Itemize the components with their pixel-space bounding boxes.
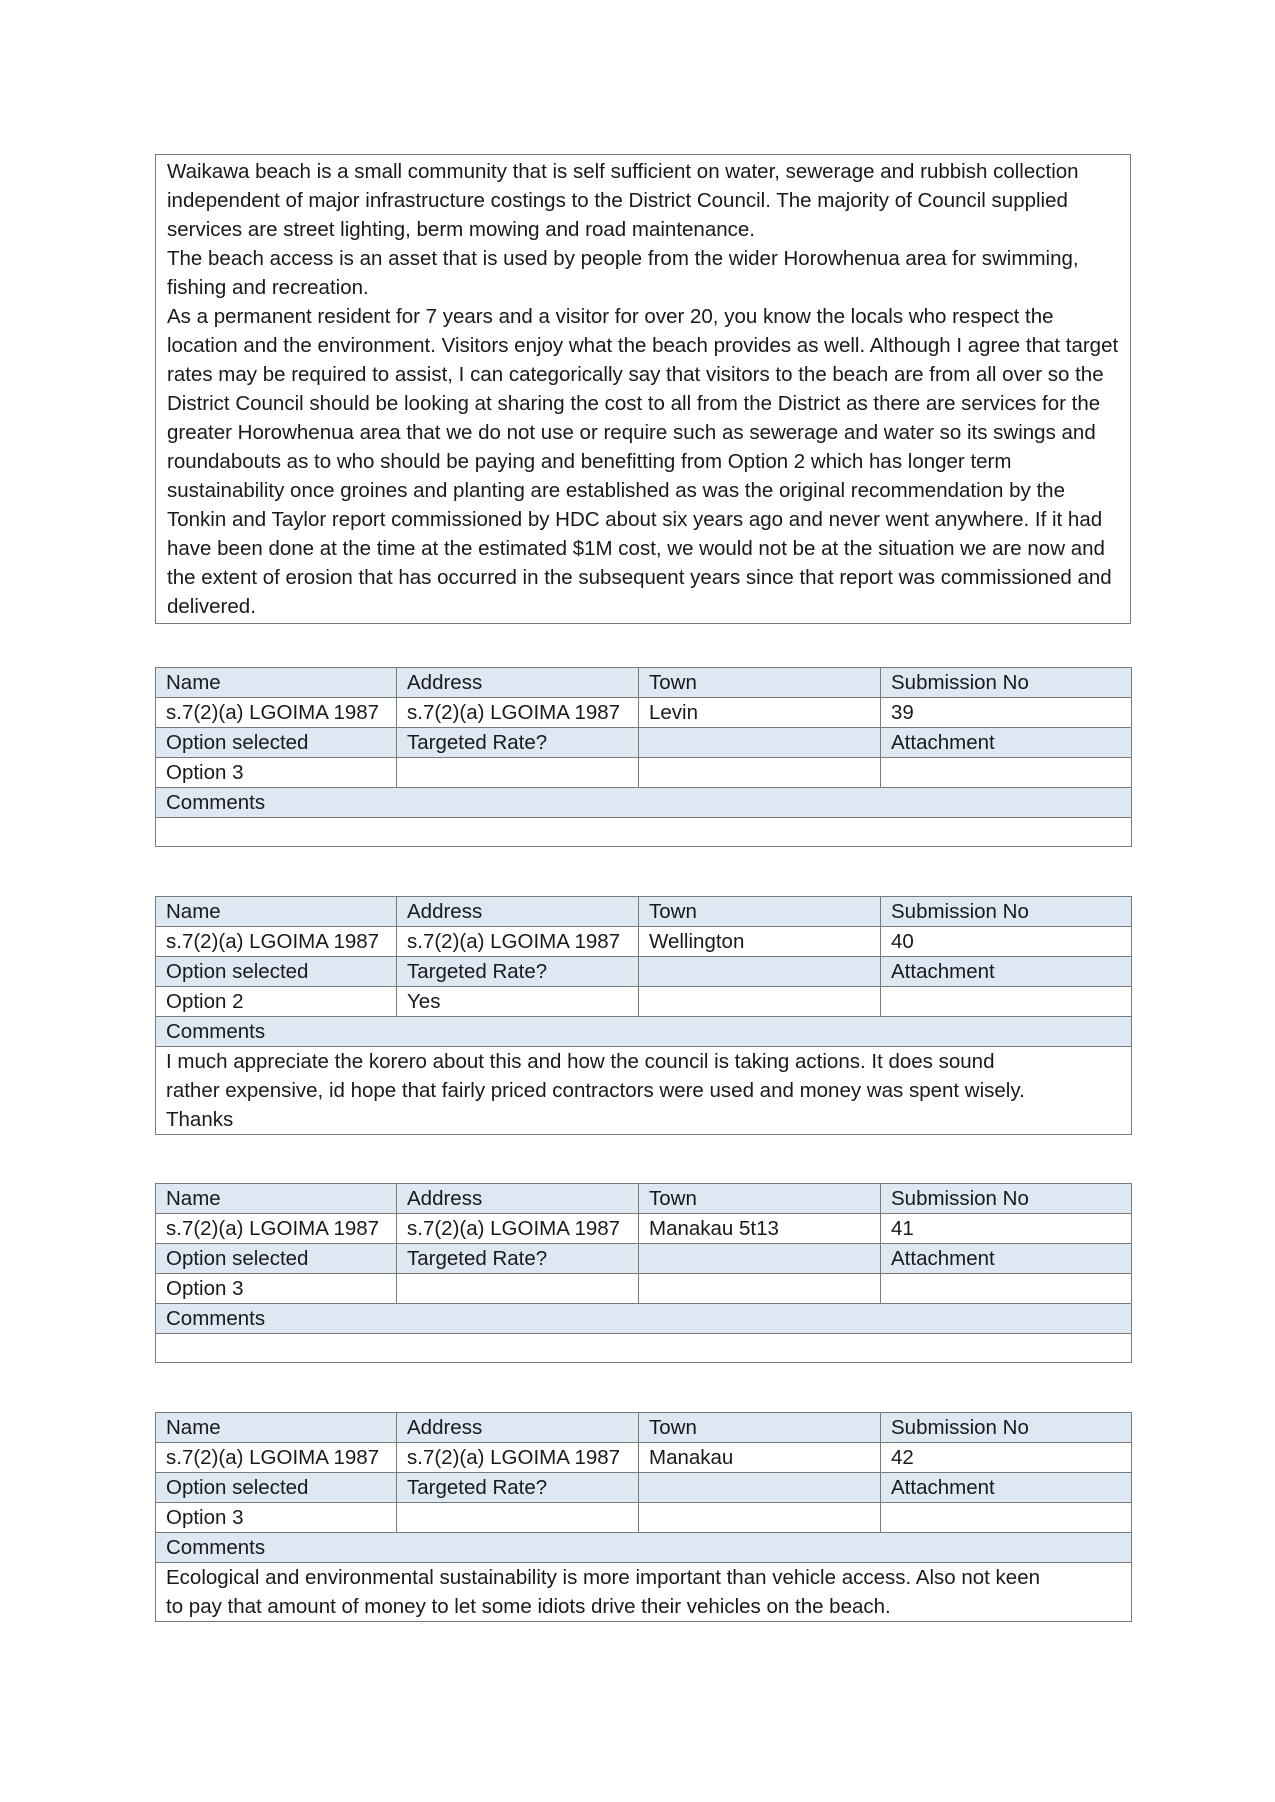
comments-value (156, 1334, 1132, 1363)
submission-no-value: 41 (881, 1214, 1132, 1244)
option-value: Option 3 (156, 1274, 397, 1304)
comments-label: Comments (156, 1533, 1132, 1563)
targeted-rate-label: Targeted Rate? (397, 957, 639, 987)
option-row (156, 1274, 1132, 1304)
header-row (156, 897, 1132, 927)
blank-cell (639, 1503, 881, 1533)
name-label: Name (156, 1184, 397, 1214)
option-value: Option 3 (156, 1503, 397, 1533)
comments-header-row (156, 1304, 1132, 1334)
targeted-rate-value (397, 1503, 639, 1533)
option-value: Option 2 (156, 987, 397, 1017)
submission-no-label: Submission No (881, 897, 1132, 927)
name-label: Name (156, 668, 397, 698)
header-row (156, 1413, 1132, 1443)
targeted-rate-label: Targeted Rate? (397, 1473, 639, 1503)
submission-table-39 (155, 667, 1131, 847)
option-row (156, 758, 1132, 788)
submission-no-value: 39 (881, 698, 1132, 728)
previous-submission-comment-text: Waikawa beach is a small community that is self sufficient on water, sewerage and rubbish collection independent of major infrastructure costings to the District Council. The majority of Council supplied services are street lighting, berm mowing and road maintenance. The beach access is an asset that is used by people from the wider Horowhenua area for swimming, fishing and recreation. As a permanent resident for 7 years and a visitor for over 20, you know the locals who respect the location and the environment. Visitors enjoy what the beach provides as well. Although I agree that target rates may be required to assist, I can categorically say that visitors to the beach are from all over so the District Council should be looking at sharing the cost to all from the District as there are services for the greater Horowhenua area that we do not use or require such as sewerage and water so its swings and roundabouts as to who should be paying and benefitting from Option 2 which has longer term sustainability once groines and planting are established as was the original recommendation by the Tonkin and Taylor report commissioned by HDC about six years ago and never went anywhere. If it had have been done at the time at the estimated $1M cost, we would not be at the situation we are now and the extent of erosion that has occurred in the subsequent years since that report was commissioned and delivered. (167, 160, 1119, 618)
address-label: Address (397, 1184, 639, 1214)
blank-cell (639, 1473, 881, 1503)
option-header-row (156, 728, 1132, 758)
targeted-rate-value: Yes (397, 987, 639, 1017)
blank-cell (639, 987, 881, 1017)
town-label: Town (639, 1413, 881, 1443)
option-value: Option 3 (156, 758, 397, 788)
submission-table-42 (155, 1412, 1131, 1622)
targeted-rate-value (397, 1274, 639, 1304)
name-value: s.7(2)(a) LGOIMA 1987 (156, 927, 397, 957)
name-value: s.7(2)(a) LGOIMA 1987 (156, 1443, 397, 1473)
submission-no-label: Submission No (881, 668, 1132, 698)
comments-row (156, 1563, 1132, 1622)
submission-no-value: 40 (881, 927, 1132, 957)
attachment-value (881, 758, 1132, 788)
address-label: Address (397, 1413, 639, 1443)
comments-row (156, 1047, 1132, 1135)
address-label: Address (397, 897, 639, 927)
comments-value: Ecological and environmental sustainability is more important than vehicle access. Also not keen to pay that amount of money to let some idiots drive their vehicles on the beach. (156, 1563, 1132, 1622)
comments-label: Comments (156, 1017, 1132, 1047)
submission-table-41 (155, 1183, 1131, 1363)
town-value: Wellington (639, 927, 881, 957)
town-label: Town (639, 668, 881, 698)
comments-label: Comments (156, 1304, 1132, 1334)
submission-table-40 (155, 896, 1131, 1135)
details-row (156, 698, 1132, 728)
option-header-row (156, 1473, 1132, 1503)
address-value: s.7(2)(a) LGOIMA 1987 (397, 927, 639, 957)
targeted-rate-label: Targeted Rate? (397, 1244, 639, 1274)
option-row (156, 987, 1132, 1017)
comments-value (156, 818, 1132, 847)
attachment-label: Attachment (881, 728, 1132, 758)
details-row (156, 927, 1132, 957)
previous-submission-comment-box (155, 154, 1131, 624)
blank-cell (639, 1244, 881, 1274)
details-row (156, 1443, 1132, 1473)
submission-no-label: Submission No (881, 1184, 1132, 1214)
option-selected-label: Option selected (156, 728, 397, 758)
comments-header-row (156, 1017, 1132, 1047)
attachment-value (881, 1274, 1132, 1304)
blank-cell (639, 758, 881, 788)
town-label: Town (639, 1184, 881, 1214)
town-value: Manakau (639, 1443, 881, 1473)
details-row (156, 1214, 1132, 1244)
option-selected-label: Option selected (156, 957, 397, 987)
attachment-label: Attachment (881, 957, 1132, 987)
targeted-rate-value (397, 758, 639, 788)
town-label: Town (639, 897, 881, 927)
option-selected-label: Option selected (156, 1473, 397, 1503)
address-label: Address (397, 668, 639, 698)
comments-row (156, 818, 1132, 847)
option-header-row (156, 957, 1132, 987)
targeted-rate-label: Targeted Rate? (397, 728, 639, 758)
comments-label: Comments (156, 788, 1132, 818)
blank-cell (639, 957, 881, 987)
name-label: Name (156, 1413, 397, 1443)
town-value: Levin (639, 698, 881, 728)
town-value: Manakau 5t13 (639, 1214, 881, 1244)
address-value: s.7(2)(a) LGOIMA 1987 (397, 1443, 639, 1473)
blank-cell (639, 728, 881, 758)
header-row (156, 1184, 1132, 1214)
option-row (156, 1503, 1132, 1533)
option-header-row (156, 1244, 1132, 1274)
address-value: s.7(2)(a) LGOIMA 1987 (397, 1214, 639, 1244)
attachment-label: Attachment (881, 1473, 1132, 1503)
address-value: s.7(2)(a) LGOIMA 1987 (397, 698, 639, 728)
comments-value: I much appreciate the korero about this and how the council is taking actions. It does sound rather expensive, id hope that fairly priced contractors were used and money was spent wisely. Thanks (156, 1047, 1132, 1135)
comments-header-row (156, 1533, 1132, 1563)
header-row (156, 668, 1132, 698)
blank-cell (639, 1274, 881, 1304)
attachment-label: Attachment (881, 1244, 1132, 1274)
submission-no-label: Submission No (881, 1413, 1132, 1443)
name-value: s.7(2)(a) LGOIMA 1987 (156, 698, 397, 728)
attachment-value (881, 987, 1132, 1017)
comments-header-row (156, 788, 1132, 818)
submission-no-value: 42 (881, 1443, 1132, 1473)
name-label: Name (156, 897, 397, 927)
attachment-value (881, 1503, 1132, 1533)
comments-row (156, 1334, 1132, 1363)
name-value: s.7(2)(a) LGOIMA 1987 (156, 1214, 397, 1244)
option-selected-label: Option selected (156, 1244, 397, 1274)
